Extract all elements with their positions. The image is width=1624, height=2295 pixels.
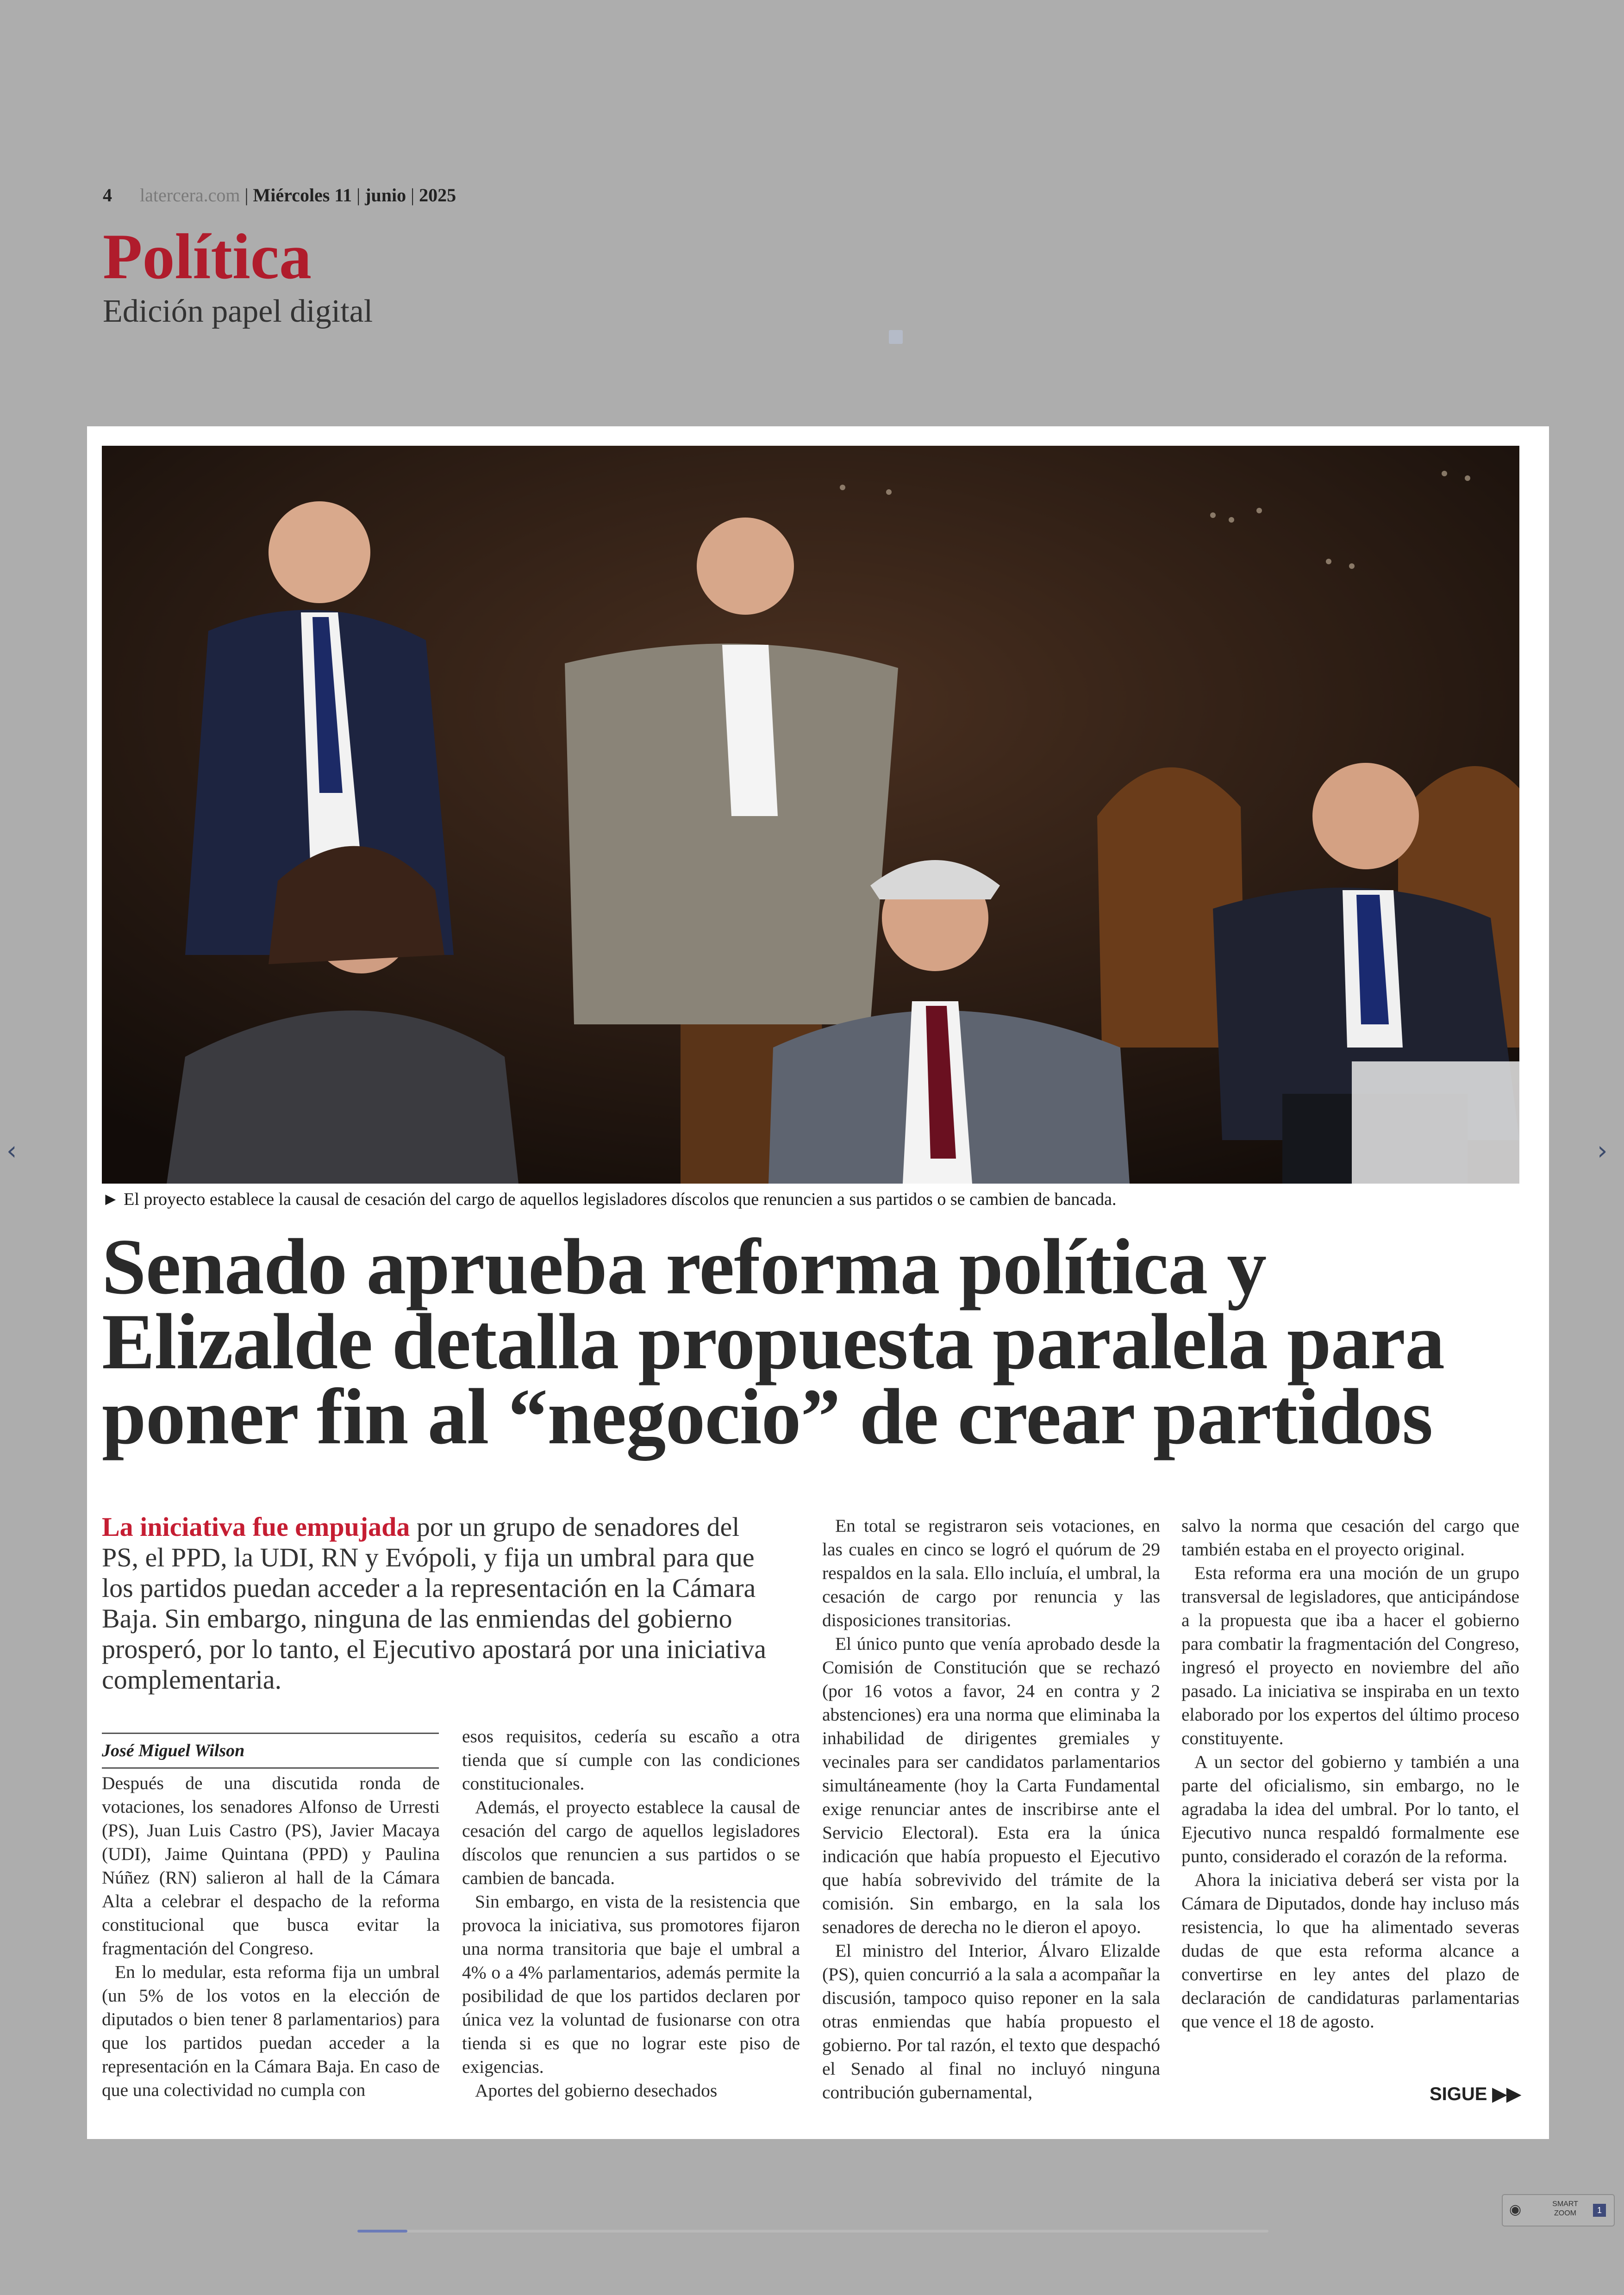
subheading: Aportes del gobierno desechados: [475, 2080, 718, 2101]
photo-illustration: [102, 446, 1519, 1184]
zoom-badge: 1: [1593, 2204, 1606, 2217]
continue-label: SIGUE ▶▶: [1430, 2084, 1521, 2104]
section-title: Política: [103, 221, 312, 293]
paragraph: salvo la norma que cesación del cargo que también estaba en el proyecto original.: [1181, 1515, 1519, 1559]
newspaper-page: [87, 426, 1549, 2139]
byline: José Miguel Wilson: [102, 1733, 439, 1769]
paragraph: Además, el proyecto establece la causal de cesación del cargo de aquellos legisladores díscolos que renuncien a sus partidos o se cambien de bancada.: [462, 1797, 800, 1888]
photo-caption: ► El proyecto establece la causal de cesación del cargo de aquellos legisladores díscolos que renuncien a sus partidos o se cambien de bancada.: [102, 1190, 1117, 1209]
edition-subtitle: Edición papel digital: [103, 293, 373, 329]
paragraph: El único punto que venía aprobado desde la Comisión de Constitución que se rechazó (por 16 votos a favor, 24 en contra y 2 abstenciones) era una norma que eliminaba la inhabilidad de dirigentes gremiales y vecinales para ser candidatos parlamentarios simultáneamente (hoy la Carta Fundamental exige renunciar antes de inscribirse ante el Servicio Electoral). Esta era la única indicación que había propuesto el Ejecutivo que había sobrevivido del trámite de la comisión. Sin embargo, en la sala los senadores de derecha no le dieron el apoyo.: [822, 1634, 1160, 1937]
page-progress-bar[interactable]: [357, 2230, 1268, 2233]
article-lead: [102, 1512, 778, 1695]
smart-zoom-label: SMART ZOOM: [1552, 2200, 1578, 2217]
progress-fill: [357, 2230, 407, 2233]
headline-line: Elizalde detalla propuesta paralela para: [102, 1298, 1444, 1386]
text-column-3: [822, 1514, 1160, 2104]
month: junio: [365, 185, 406, 206]
paragraph: Esta reforma era una moción de un grupo transversal de legisladores, que anticipándose a la propuesta que iba a hacer el gobierno para combatir la fragmentación del Congreso, ingresó el proyecto en noviembre del año pasado. La iniciativa se inspiraba en un texto elaborado por los expertos del último proceso constituyente.: [1181, 1563, 1519, 1748]
paragraph: Después de una discutida ronda de votaciones, los senadores Alfonso de Urresti (PS), Juan Luis Castro (PS), Javier Macaya (UDI), Jaime Quintana (PPD) y Paulina Núñez (RN) salieron al hall de la Cámara Alta a celebrar el despacho de la reforma constitucional que busca evitar la fragmentación del Congreso.: [102, 1773, 440, 1958]
paragraph: esos requisitos, cedería su escaño a otra tienda que sí cumple con las condiciones constitucionales.: [462, 1726, 800, 1794]
smart-zoom-button[interactable]: [1502, 2194, 1615, 2226]
page-header: [103, 184, 843, 330]
paragraph: En total se registraron seis votaciones, en las cuales en cinco se logró el quórum de 29 respaldos en la sala. Ello incluía, el umbral, la cesación de cargo por renuncia y las disposiciones transitorias.: [822, 1515, 1160, 1630]
lead-kicker: La iniciativa fue empujada: [102, 1512, 410, 1542]
paragraph: El ministro del Interior, Álvaro Elizalde (PS), quien concurrió a la sala a acompañar la discusión, tampoco quiso reponer en la sala otras enmiendas que había propuesto el gobierno. Por tal razón, el texto que despachó el Senado al final no incluyó ninguna contribución gubernamental,: [822, 1940, 1160, 2102]
article-photo: [102, 446, 1519, 1184]
lead-text: por un grupo de senadores del PS, el PPD, la UDI, RN y Evópoli, y fija un umbral para que los partidos puedan acceder a la representación en la Cámara Baja. Sin embargo, ninguna de las enmiendas del gobierno prosperó, por lo tanto, el Ejecutivo apostará por una iniciativa complementaria.: [102, 1512, 767, 1695]
next-page-icon[interactable]: ›: [1597, 1136, 1608, 1166]
headline-line: poner fin al “negocio” de crear partidos: [102, 1373, 1433, 1461]
paragraph: En lo medular, esta reforma fija un umbral (un 5% de los votos en la elección de diputados o bien tener 8 parlamentarios) para que los partidos puedan acceder a la representación en la Cámara Baja. En caso de que una colectividad no cumpla con: [102, 1962, 440, 2100]
headline-line: Senado aprueba reforma política y: [102, 1223, 1267, 1311]
text-column-2: [462, 1725, 800, 2102]
text-column-4: [1181, 1514, 1519, 2033]
text-column-1: [102, 1771, 440, 2102]
page-number: 4: [103, 185, 112, 206]
weekday: Miércoles 11: [253, 185, 352, 206]
paragraph: Sin embargo, en vista de la resistencia que provoca la iniciativa, sus promotores fijaron una norma transitoria que baje el umbral a 4% o a 4% parlamentarios, además permite la posibilidad de que los partidos declaren por única vez la voluntad de fusionarse con otra tienda si es que no lograr este piso de exigencias.: [462, 1891, 800, 2077]
page-marker-icon[interactable]: [889, 330, 903, 344]
previous-page-icon[interactable]: ‹: [6, 1136, 17, 1166]
site-name: latercera.com: [140, 185, 240, 206]
dateline: 4 latercera.com | Miércoles 11 | junio | 2025: [103, 185, 456, 206]
paragraph: Ahora la iniciativa deberá ser vista por la Cámara de Diputados, donde hay incluso más resistencia, lo que ha alimentado severas dudas de que esta reforma alcance a convertirse en ley antes del plazo de declaración de candidaturas parlamentarias que vence el 18 de agosto.: [1181, 1870, 1519, 2032]
paragraph: A un sector del gobierno y también a una parte del oficialismo, sin embargo, no le agradaba la idea del umbral. Por lo tanto, el Ejecutivo nunca respaldó formalmente ese punto, considerado el corazón de la reforma.: [1181, 1752, 1519, 1866]
article-headline: [102, 1223, 1519, 1461]
year: 2025: [419, 185, 456, 206]
eye-icon: ◉: [1509, 2202, 1522, 2217]
